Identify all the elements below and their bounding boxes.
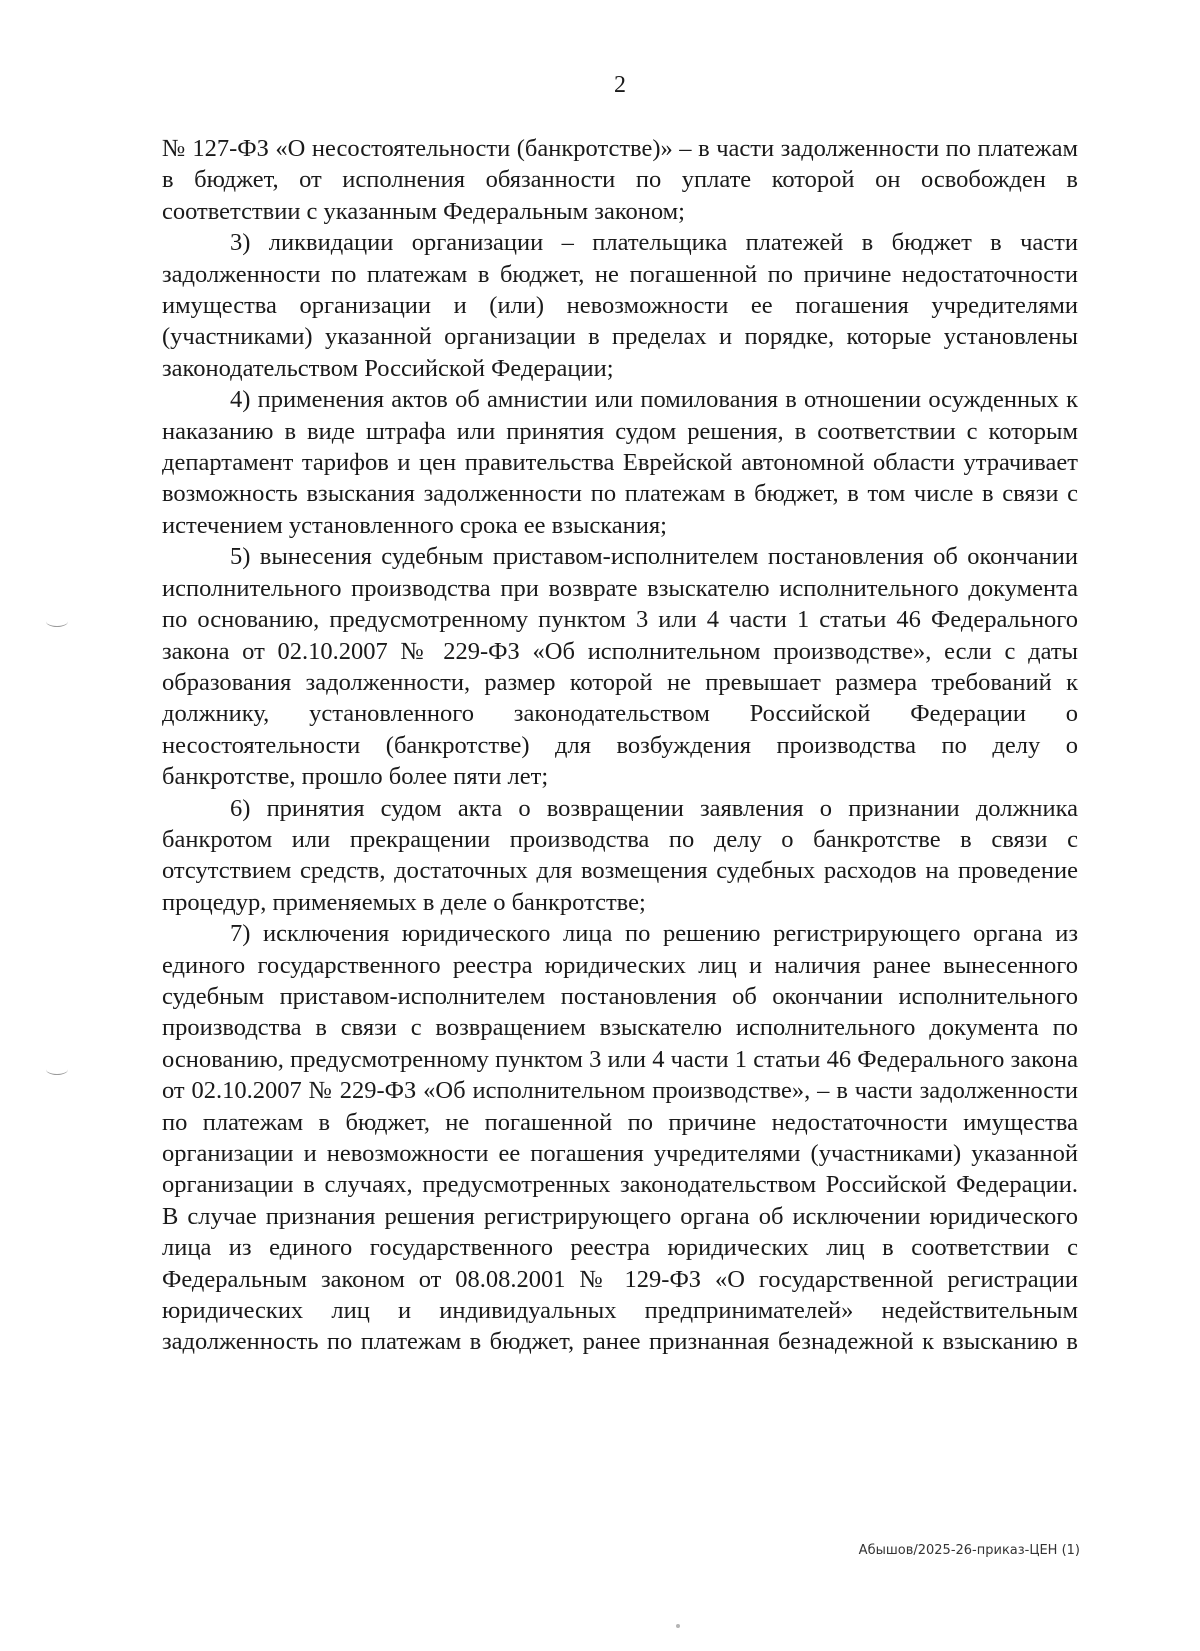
paragraph-item-3: 3) ликвидации организации – плательщика платежей в бюджет в части задолженности по платежам в бюджет, не погашенной по причине недостаточности имущества организации и (или) невозможности ее погашения учредителями (участниками) указанной организации в пределах и порядке, которые установлены законодательством Российской Федерации;	[162, 229, 1078, 382]
paragraph-item-7: 7) исключения юридического лица по решению регистрирующего органа из единого государственного реестра юридических лиц и наличия ранее вынесенного судебным приставом-исполнителем постановления об окончании исполнительного производства в связи с возвращением взыскателю исполнительного документа по основанию, предусмотренному пунктом 3 или 4 части 1 статьи 46 Федерального закона от 02.10.2007 № 229-ФЗ «Об исполнительном производстве», – в части задолженности по платежам в бюджет, не погашенной по причине недостаточности имущества организации и невозможности ее погашения учредителями (участниками) указанной организации в случаях, предусмотренных законодательством Российской Федерации. В случае признания решения регистрирующего органа об исключении юридического лица из единого государственного реестра юридических лиц в соответствии с Федеральным законом от 08.08.2001 № 129-ФЗ «О государственной регистрации юридических лиц и индивидуальных предпринимателей» недействительным задолженность по платежам в бюджет, ранее признанная безнадежной к взысканию в	[162, 920, 1078, 1356]
paragraph-continuation: № 127-ФЗ «О несостоятельности (банкротстве)» – в части задолженности по платежам в бюджет, от исполнения обязанности по уплате которой он освобожден в соответствии с указанным Федеральным законом;	[162, 135, 1078, 225]
document-body	[162, 133, 1078, 1358]
scan-dot-mark	[676, 1624, 680, 1628]
scan-punch-mark	[46, 616, 68, 627]
paragraph-item-5: 5) вынесения судебным приставом-исполнителем постановления об окончании исполнительного производства при возврате взыскателю исполнительного документа по основанию, предусмотренному пунктом 3 или 4 части 1 статьи 46 Федерального закона от 02.10.2007 № 229-ФЗ «Об исполнительном производстве», если с даты образования задолженности, размер которой не превышает размера требований к должнику, установленного законодательством Российской Федерации о несостоятельности (банкротстве) для возбуждения производства по делу о банкротстве, прошло более пяти лет;	[162, 543, 1078, 791]
page-number: 2	[614, 72, 626, 98]
footer-reference: Абышов/2025-26-приказ-ЦЕН (1)	[858, 1543, 1080, 1558]
scan-punch-mark	[46, 1064, 68, 1075]
paragraph-item-4: 4) применения актов об амнистии или помилования в отношении осужденных к наказанию в виде штрафа или принятия судом решения, в соответствии с которым департамент тарифов и цен правительства Еврейской автономной области утрачивает возможность взыскания задолженности по платежам в бюджет, в том числе в связи с истечением установленного срока ее взыскания;	[162, 386, 1078, 539]
paragraph-item-6: 6) принятия судом акта о возвращении заявления о признании должника банкротом или прекращении производства по делу о банкротстве в связи с отсутствием средств, достаточных для возмещения судебных расходов на проведение процедур, применяемых в деле о банкротстве;	[162, 794, 1078, 916]
